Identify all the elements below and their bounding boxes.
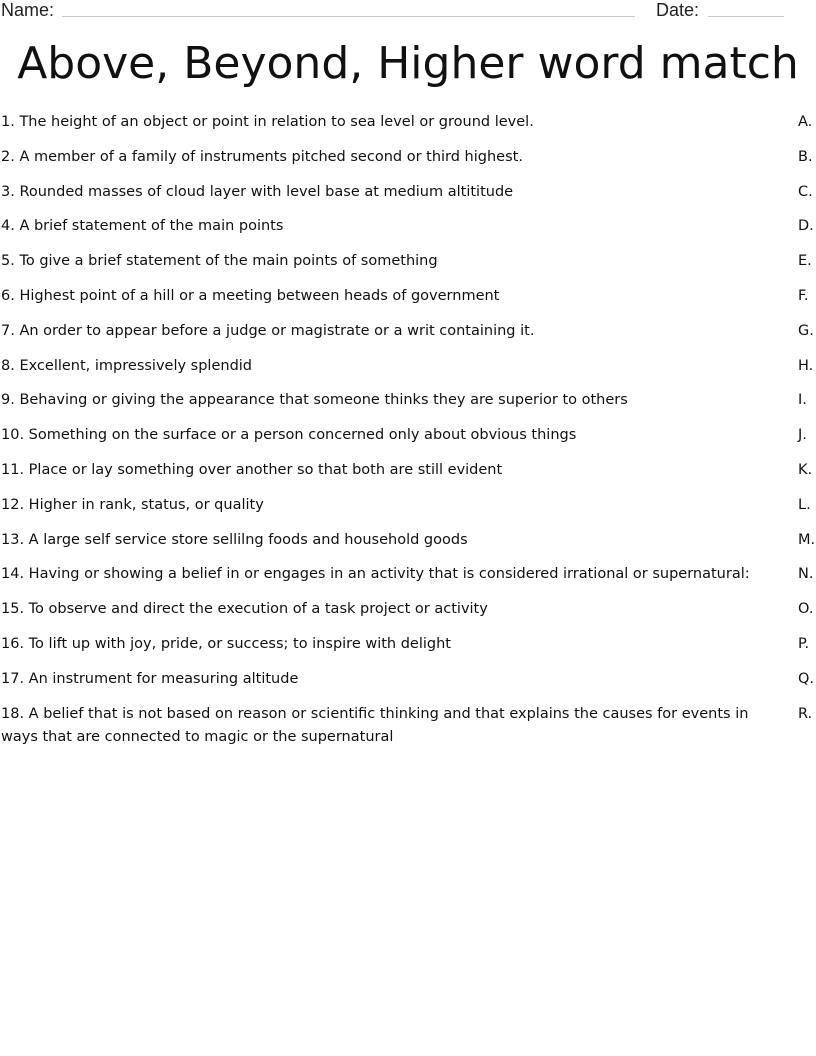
clue-row: [0, 285, 816, 320]
clue-row: [0, 563, 816, 598]
clue-text: 17. An instrument for measuring altitude: [1, 670, 299, 687]
answer-letter: F.: [798, 287, 809, 304]
answer-letter: O.: [798, 601, 814, 618]
clue-text: 9. Behaving or giving the appearance that someone thinks they are superior to others: [1, 392, 628, 409]
answer-letter: G.: [798, 322, 814, 339]
date-label: Date:: [656, 0, 700, 20]
clue-text: 1. The height of an object or point in relation to sea level or ground level.: [1, 114, 534, 130]
clue-text: 10. Something on the surface or a person concerned only about obvious things: [1, 427, 577, 444]
answer-letter: B.: [798, 148, 813, 165]
clue-row: [0, 459, 816, 494]
clue-text: 3. Rounded masses of cloud layer with level base at medium altititude: [1, 183, 514, 200]
clue-row: [0, 598, 816, 633]
clue-text: 5. To give a brief statement of the main points of something: [1, 253, 438, 270]
clue-text: 18. A belief that is not based on reason or scientific thinking and that explains the causes for events in ways that are connected to magic or the supernatural: [1, 705, 749, 745]
answer-letter: A.: [798, 114, 813, 130]
clue-text: 2. A member of a family of instruments pitched second or third highest.: [1, 148, 523, 165]
date-field[interactable]: [708, 16, 784, 17]
clue-row: [0, 668, 816, 703]
clue-row: [0, 181, 816, 216]
page-title: Above, Beyond, Higher word match: [17, 38, 799, 89]
clue-text: 13. A large self service store sellilng foods and household goods: [1, 531, 468, 548]
clue-text: 16. To lift up with joy, pride, or success; to inspire with delight: [1, 635, 451, 652]
clue-text: 14. Having or showing a belief in or engages in an activity that is considered irrational or supernatural:: [1, 566, 750, 583]
clue-text: 8. Excellent, impressively splendid: [1, 357, 253, 374]
answer-letter: Q.: [798, 670, 815, 687]
clue-row: [0, 529, 816, 564]
clue-list: [0, 111, 816, 761]
clue-row: [0, 320, 816, 355]
clue-text: 11. Place or lay something over another so that both are still evident: [1, 461, 503, 478]
header-row: [0, 0, 816, 24]
clue-row: [0, 355, 816, 390]
clue-row: [0, 424, 816, 459]
answer-letter: E.: [798, 253, 812, 270]
answer-letter: I.: [798, 392, 807, 409]
answer-letter: H.: [798, 357, 814, 374]
clue-row: [0, 146, 816, 181]
answer-letter: D.: [798, 218, 814, 235]
name-field[interactable]: [62, 16, 635, 17]
answer-letter: K.: [798, 461, 813, 478]
answer-letter: P.: [798, 635, 810, 652]
clue-row: [0, 494, 816, 529]
clue-row: [0, 111, 816, 146]
clue-row: [0, 703, 816, 761]
clue-text: 7. An order to appear before a judge or magistrate or a writ containing it.: [1, 322, 535, 339]
clue-text: 6. Highest point of a hill or a meeting between heads of government: [1, 287, 500, 304]
clue-text: 4. A brief statement of the main points: [1, 218, 284, 235]
clue-row: [0, 633, 816, 668]
answer-letter: L.: [798, 496, 811, 513]
name-label: Name:: [1, 0, 55, 20]
answer-letter: R.: [798, 705, 813, 722]
clue-row: [0, 389, 816, 424]
clue-text: 12. Higher in rank, status, or quality: [1, 496, 264, 513]
clue-row: [0, 250, 816, 285]
answer-letter: C.: [798, 183, 813, 200]
clue-row: [0, 215, 816, 250]
answer-letter: M.: [798, 531, 816, 548]
clue-text: 15. To observe and direct the execution of a task project or activity: [1, 601, 488, 618]
answer-letter: N.: [798, 566, 814, 583]
answer-letter: J.: [798, 427, 807, 444]
